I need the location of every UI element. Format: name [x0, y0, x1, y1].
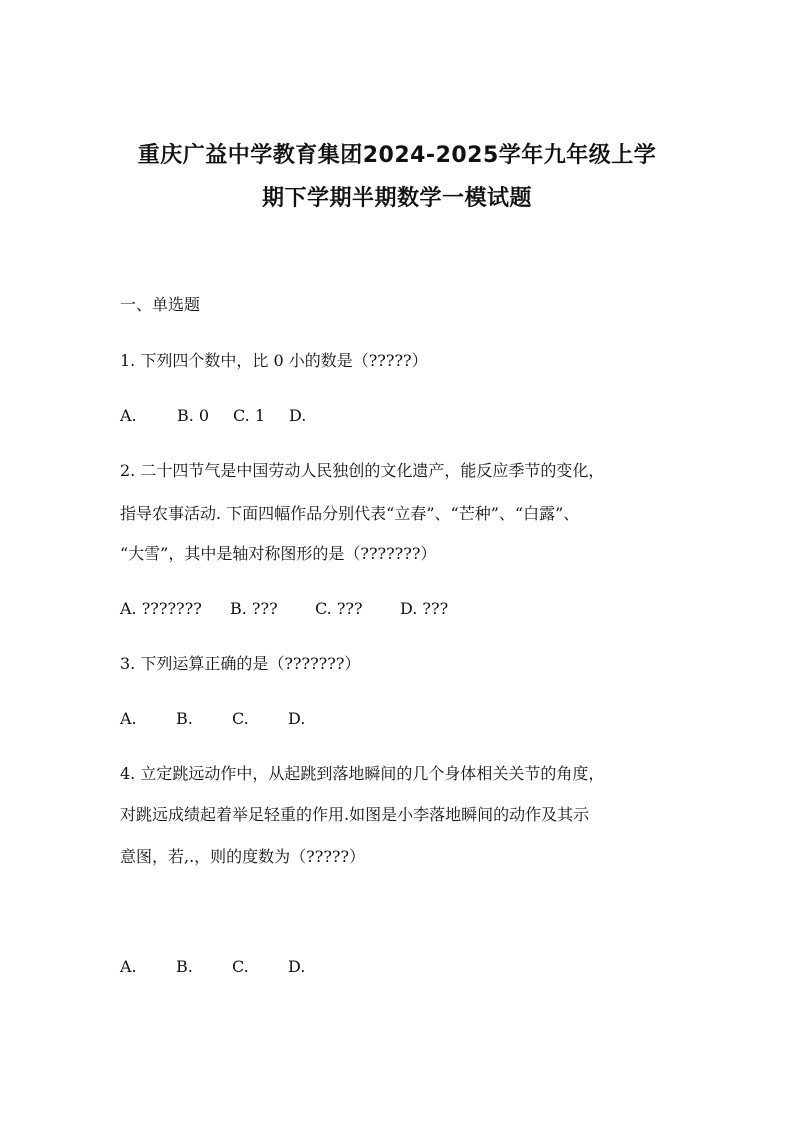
question-1-option-a: A. — [120, 406, 137, 425]
question-2-option-d: D. ??? — [400, 599, 449, 618]
question-4-line-1: 4. 立定跳远动作中，从起跳到落地瞬间的几个身体相关关节的角度， — [120, 764, 605, 783]
question-3-option-d: D. — [288, 709, 306, 728]
question-3-option-c: C. — [232, 709, 249, 728]
question-4-option-d: D. — [288, 957, 306, 976]
document-title-line-2: 期下学期半期数学一模试题 — [261, 186, 532, 211]
question-4-options — [120, 955, 305, 979]
question-4-line-2: 对跳远成绩起着举足轻重的作用.如图是小李落地瞬间的动作及其示 — [120, 805, 590, 824]
question-1-option-b: B. 0 — [177, 406, 210, 425]
question-4-option-b: B. — [176, 957, 193, 976]
question-4-option-c: C. — [232, 957, 249, 976]
question-2-option-c: C. ??? — [315, 599, 363, 618]
question-4-option-a: A. — [120, 957, 137, 976]
question-3-line-1: 3. 下列运算正确的是（???????） — [120, 654, 361, 673]
question-2-options — [120, 597, 448, 621]
question-3-option-b: B. — [176, 709, 193, 728]
question-3-options — [120, 707, 305, 731]
question-3-option-a: A. — [120, 709, 137, 728]
question-2-line-2: 指导农事活动. 下面四幅作品分别代表“立春”、“芒种”、“白露”、 — [120, 504, 580, 523]
section-heading: 一、单选题 — [120, 295, 201, 314]
question-2-option-b: B. ??? — [230, 599, 278, 618]
question-1-line-1: 1. 下列四个数中，比 0 小的数是（?????） — [120, 351, 428, 370]
question-2-line-3: “大雪”，其中是轴对称图形的是（???????） — [120, 544, 437, 563]
question-1-options — [120, 404, 306, 428]
document-title-line-1: 重庆广益中学教育集团2024-2025学年九年级上学 — [137, 143, 657, 168]
question-4-line-3: 意图，若,.，则的度数为（?????） — [120, 847, 366, 866]
question-2-line-1: 2. 二十四节气是中国劳动人民独创的文化遗产，能反应季节的变化， — [120, 461, 605, 480]
question-2-option-a: A. ??????? — [120, 599, 202, 618]
question-1-option-c: C. 1 — [233, 406, 266, 425]
question-1-option-d: D. — [289, 406, 307, 425]
